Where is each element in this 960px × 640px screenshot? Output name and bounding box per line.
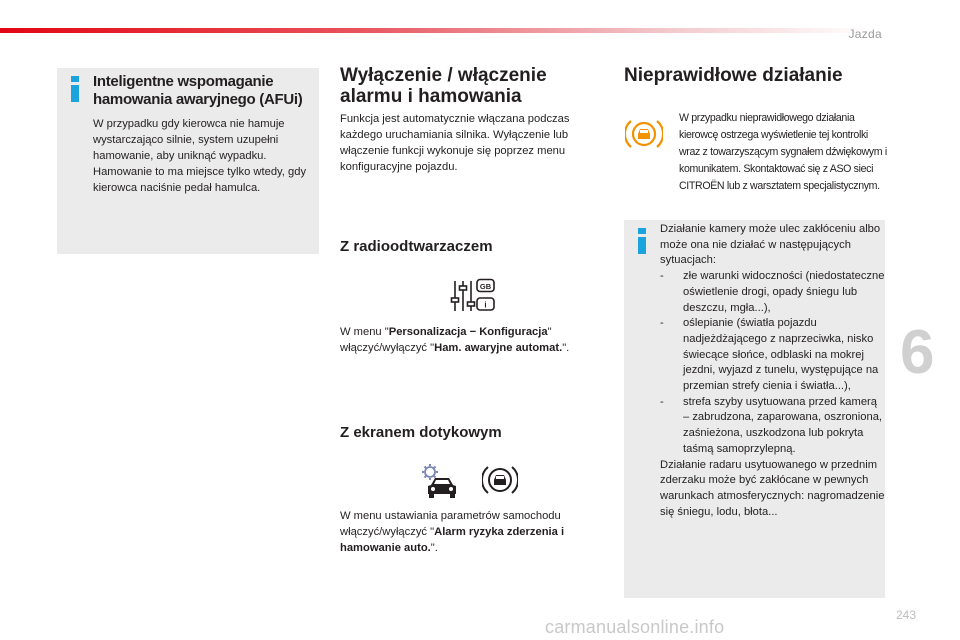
malfunction-title: Nieprawidłowe działanie [624,65,843,86]
brake-warning-icon [625,117,663,151]
top-accent-bar [0,28,870,33]
disable-enable-title: Wyłączenie / włączenie alarmu i hamowania [340,65,547,107]
list-item: - strefa szyby usytuowana przed kamerą – zabrudzona, zaparowana, oszroniona, zaśnieżona, uszkodzona lub pokryta taśmą samoprzylepną. [660,395,883,455]
malfunction-warning-text: W przypadku nieprawidłowego działania kierowcę ostrzega wyświetlenie tej kontrolki wraz z towarzyszącym sygnałem dźwiękowym i komunikatem. Skontaktować się z ASO sieci CITROËN lub z warsztatem specjalistycznym. [679,112,887,192]
info-icon [634,228,650,254]
gb-badge: GB [479,282,492,291]
car-settings-icon [420,463,460,499]
touchscreen-heading: Z ekranem dotykowym [340,424,502,441]
brake-alert-icon [482,463,518,497]
afu-title: Inteligentne wspomaganie hamowania awaryjnego (AFUi) [93,73,303,108]
section-name: Jazda [848,27,882,41]
watermark: carmanualsonline.info [545,617,725,637]
camera-info-box [624,220,885,598]
touchscreen-instructions: W menu ustawiania parametrów samochodu włączyć/wyłączyć "Alarm ryzyka zderzenia i hamowanie auto.". [340,510,565,554]
i-badge: i [484,300,487,310]
page-number: 243 [896,608,917,622]
settings-sliders-icon [450,278,496,314]
camera-info-text [660,222,885,520]
afu-text: W przypadku gdy kierowca nie hamuje wystarczająco silnie, system uzupełni hamowanie, aby uniknąć wypadku. Hamowanie to ma miejsce tylko wtedy, gdy kierowca naciśnie pedał hamulca. [93,118,307,194]
afu-info-box [57,68,319,254]
info-icon [67,76,83,102]
list-item: - oślepianie (światła pojazdu nadjeżdżającego z naprzeciwka, nisko świecące słońce, odblaski na mokrej jezdni, wyjazd z tunelu, występujące na przemian strefy cienia i światła...), [660,317,879,393]
radio-instructions: W menu "Personalizacja − Konfiguracja" włączyć/wyłączyć "Ham. awaryjne automat.". [340,326,570,354]
radio-heading: Z radioodtwarzaczem [340,238,493,255]
radar-outro: Działanie radaru usytuowanego w przednim zderzaku może być zakłócane w pewnych warunkach atmosferycznych: nagromadzenie się śniegu, lodu, błota... [660,458,885,518]
disable-enable-intro: Funkcja jest automatycznie włączana podczas każdego uruchamiania silnika. Wyłączenie lub włączenie funkcji wykonuje się poprzez menu konfiguracyjne pojazdu. [340,113,570,173]
list-item: - złe warunki widoczności (niedostateczne oświetlenie drogi, opady śniegu lub deszczu, mgła...), [660,270,885,314]
chapter-number: 6 [900,318,935,387]
camera-intro: Działanie kamery może ulec zakłóceniu albo może ona nie działać w następujących sytuacjach: [660,223,881,267]
